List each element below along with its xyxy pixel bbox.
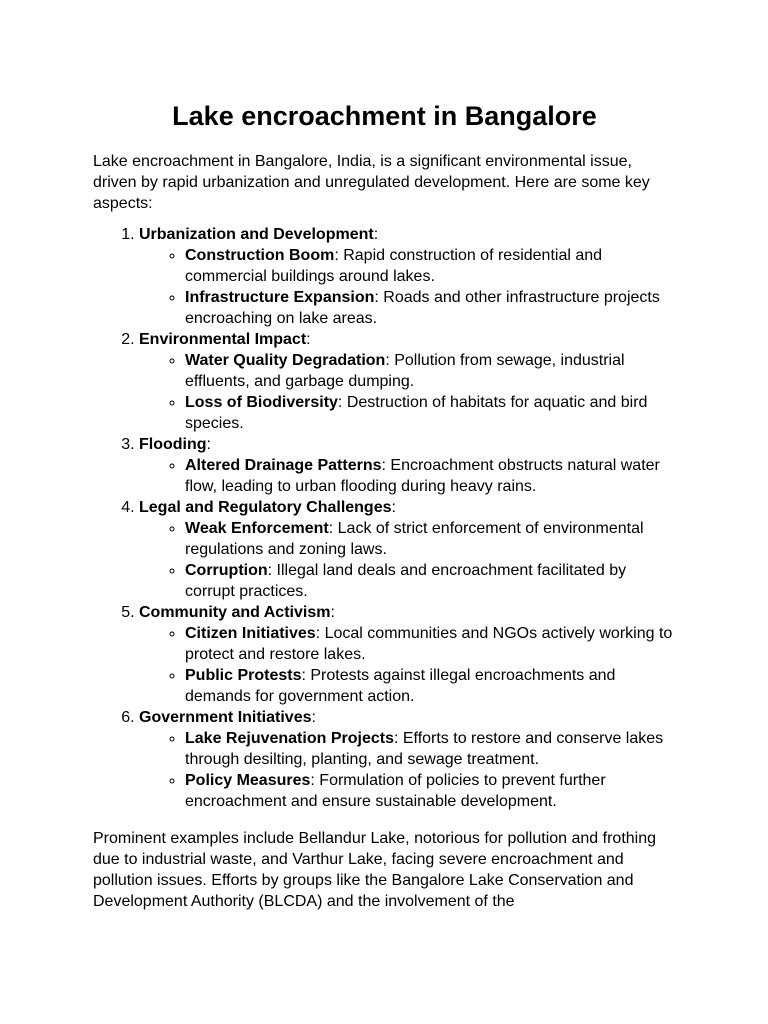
point-text: : Roads and other infrastructure projects encroaching on lake areas. bbox=[185, 289, 660, 327]
aspect-point bbox=[185, 350, 676, 392]
point-term: Altered Drainage Patterns bbox=[185, 457, 382, 474]
point-text: : Destruction of habitats for aquatic and bird species. bbox=[185, 394, 648, 432]
aspect-heading: Environmental Impact bbox=[139, 331, 307, 348]
point-term: Water Quality Degradation bbox=[185, 352, 386, 369]
aspect-heading-suffix: : bbox=[311, 709, 316, 726]
aspect-heading: Community and Activism bbox=[139, 604, 331, 621]
closing-paragraph: Prominent examples include Bellandur Lake, notorious for pollution and frothing due to industrial waste, and Varthur Lake, facing severe encroachment and pollution issues. Efforts by groups like the Bangalore Lake Conservation and Development Authority (BLCDA) and the involvement of the bbox=[93, 830, 657, 910]
point-term: Lake Rejuvenation Projects bbox=[185, 730, 394, 747]
aspect-point bbox=[185, 728, 676, 770]
aspect-point bbox=[185, 560, 676, 602]
aspect-item bbox=[139, 497, 676, 602]
point-text: : Encroachment obstructs natural water flow, leading to urban flooding during heavy rains. bbox=[185, 457, 660, 495]
aspects-list bbox=[93, 224, 676, 812]
point-text: : Illegal land deals and encroachment facilitated by corrupt practices. bbox=[185, 562, 627, 600]
point-text: : Pollution from sewage, industrial effluents, and garbage dumping. bbox=[185, 352, 625, 390]
aspect-item bbox=[139, 224, 676, 329]
point-text: : Formulation of policies to prevent further encroachment and ensure sustainable development. bbox=[185, 772, 606, 810]
aspect-point bbox=[185, 392, 676, 434]
point-term: Public Protests bbox=[185, 667, 302, 684]
aspect-item bbox=[139, 707, 676, 812]
point-term: Infrastructure Expansion bbox=[185, 289, 375, 306]
aspect-item bbox=[139, 602, 676, 707]
aspect-point bbox=[185, 455, 676, 497]
aspect-heading: Flooding bbox=[139, 436, 207, 453]
aspect-point bbox=[185, 623, 676, 665]
aspect-points-list bbox=[139, 728, 676, 812]
aspect-item bbox=[139, 434, 676, 497]
aspect-item bbox=[139, 329, 676, 434]
aspect-points-list bbox=[139, 623, 676, 707]
aspect-heading: Urbanization and Development bbox=[139, 226, 374, 243]
page-title: Lake encroachment in Bangalore bbox=[172, 101, 597, 131]
aspect-heading-suffix: : bbox=[330, 604, 335, 621]
aspect-points-list bbox=[139, 245, 676, 329]
point-text: : Efforts to restore and conserve lakes through desilting, planting, and sewage treatment. bbox=[185, 730, 664, 768]
aspect-points-list bbox=[139, 518, 676, 602]
point-text: : Local communities and NGOs actively working to protect and restore lakes. bbox=[185, 625, 673, 663]
aspect-point bbox=[185, 287, 676, 329]
aspect-point bbox=[185, 770, 676, 812]
aspect-points-list bbox=[139, 350, 676, 434]
aspect-heading-suffix: : bbox=[391, 499, 396, 516]
aspect-heading: Legal and Regulatory Challenges bbox=[139, 499, 392, 516]
point-term: Citizen Initiatives bbox=[185, 625, 316, 642]
aspect-heading: Government Initiatives bbox=[139, 709, 312, 726]
aspect-heading-suffix: : bbox=[206, 436, 211, 453]
point-term: Construction Boom bbox=[185, 247, 335, 264]
point-text: : Protests against illegal encroachments and demands for government action. bbox=[185, 667, 616, 705]
point-term: Policy Measures bbox=[185, 772, 311, 789]
aspect-point bbox=[185, 518, 676, 560]
point-text: : Lack of strict enforcement of environmental regulations and zoning laws. bbox=[185, 520, 644, 558]
aspect-heading-suffix: : bbox=[373, 226, 379, 243]
point-term: Loss of Biodiversity bbox=[185, 394, 338, 411]
aspect-point bbox=[185, 245, 676, 287]
point-text: : Rapid construction of residential and commercial buildings around lakes. bbox=[185, 247, 603, 285]
aspect-points-list bbox=[139, 455, 676, 497]
aspect-point bbox=[185, 665, 676, 707]
point-term: Weak Enforcement bbox=[185, 520, 329, 537]
intro-paragraph: Lake encroachment in Bangalore, India, is a significant environmental issue, driven by rapid urbanization and unregulated development. Here are some key aspects: bbox=[93, 153, 650, 212]
point-term: Corruption bbox=[185, 562, 268, 579]
aspect-heading-suffix: : bbox=[306, 331, 311, 348]
